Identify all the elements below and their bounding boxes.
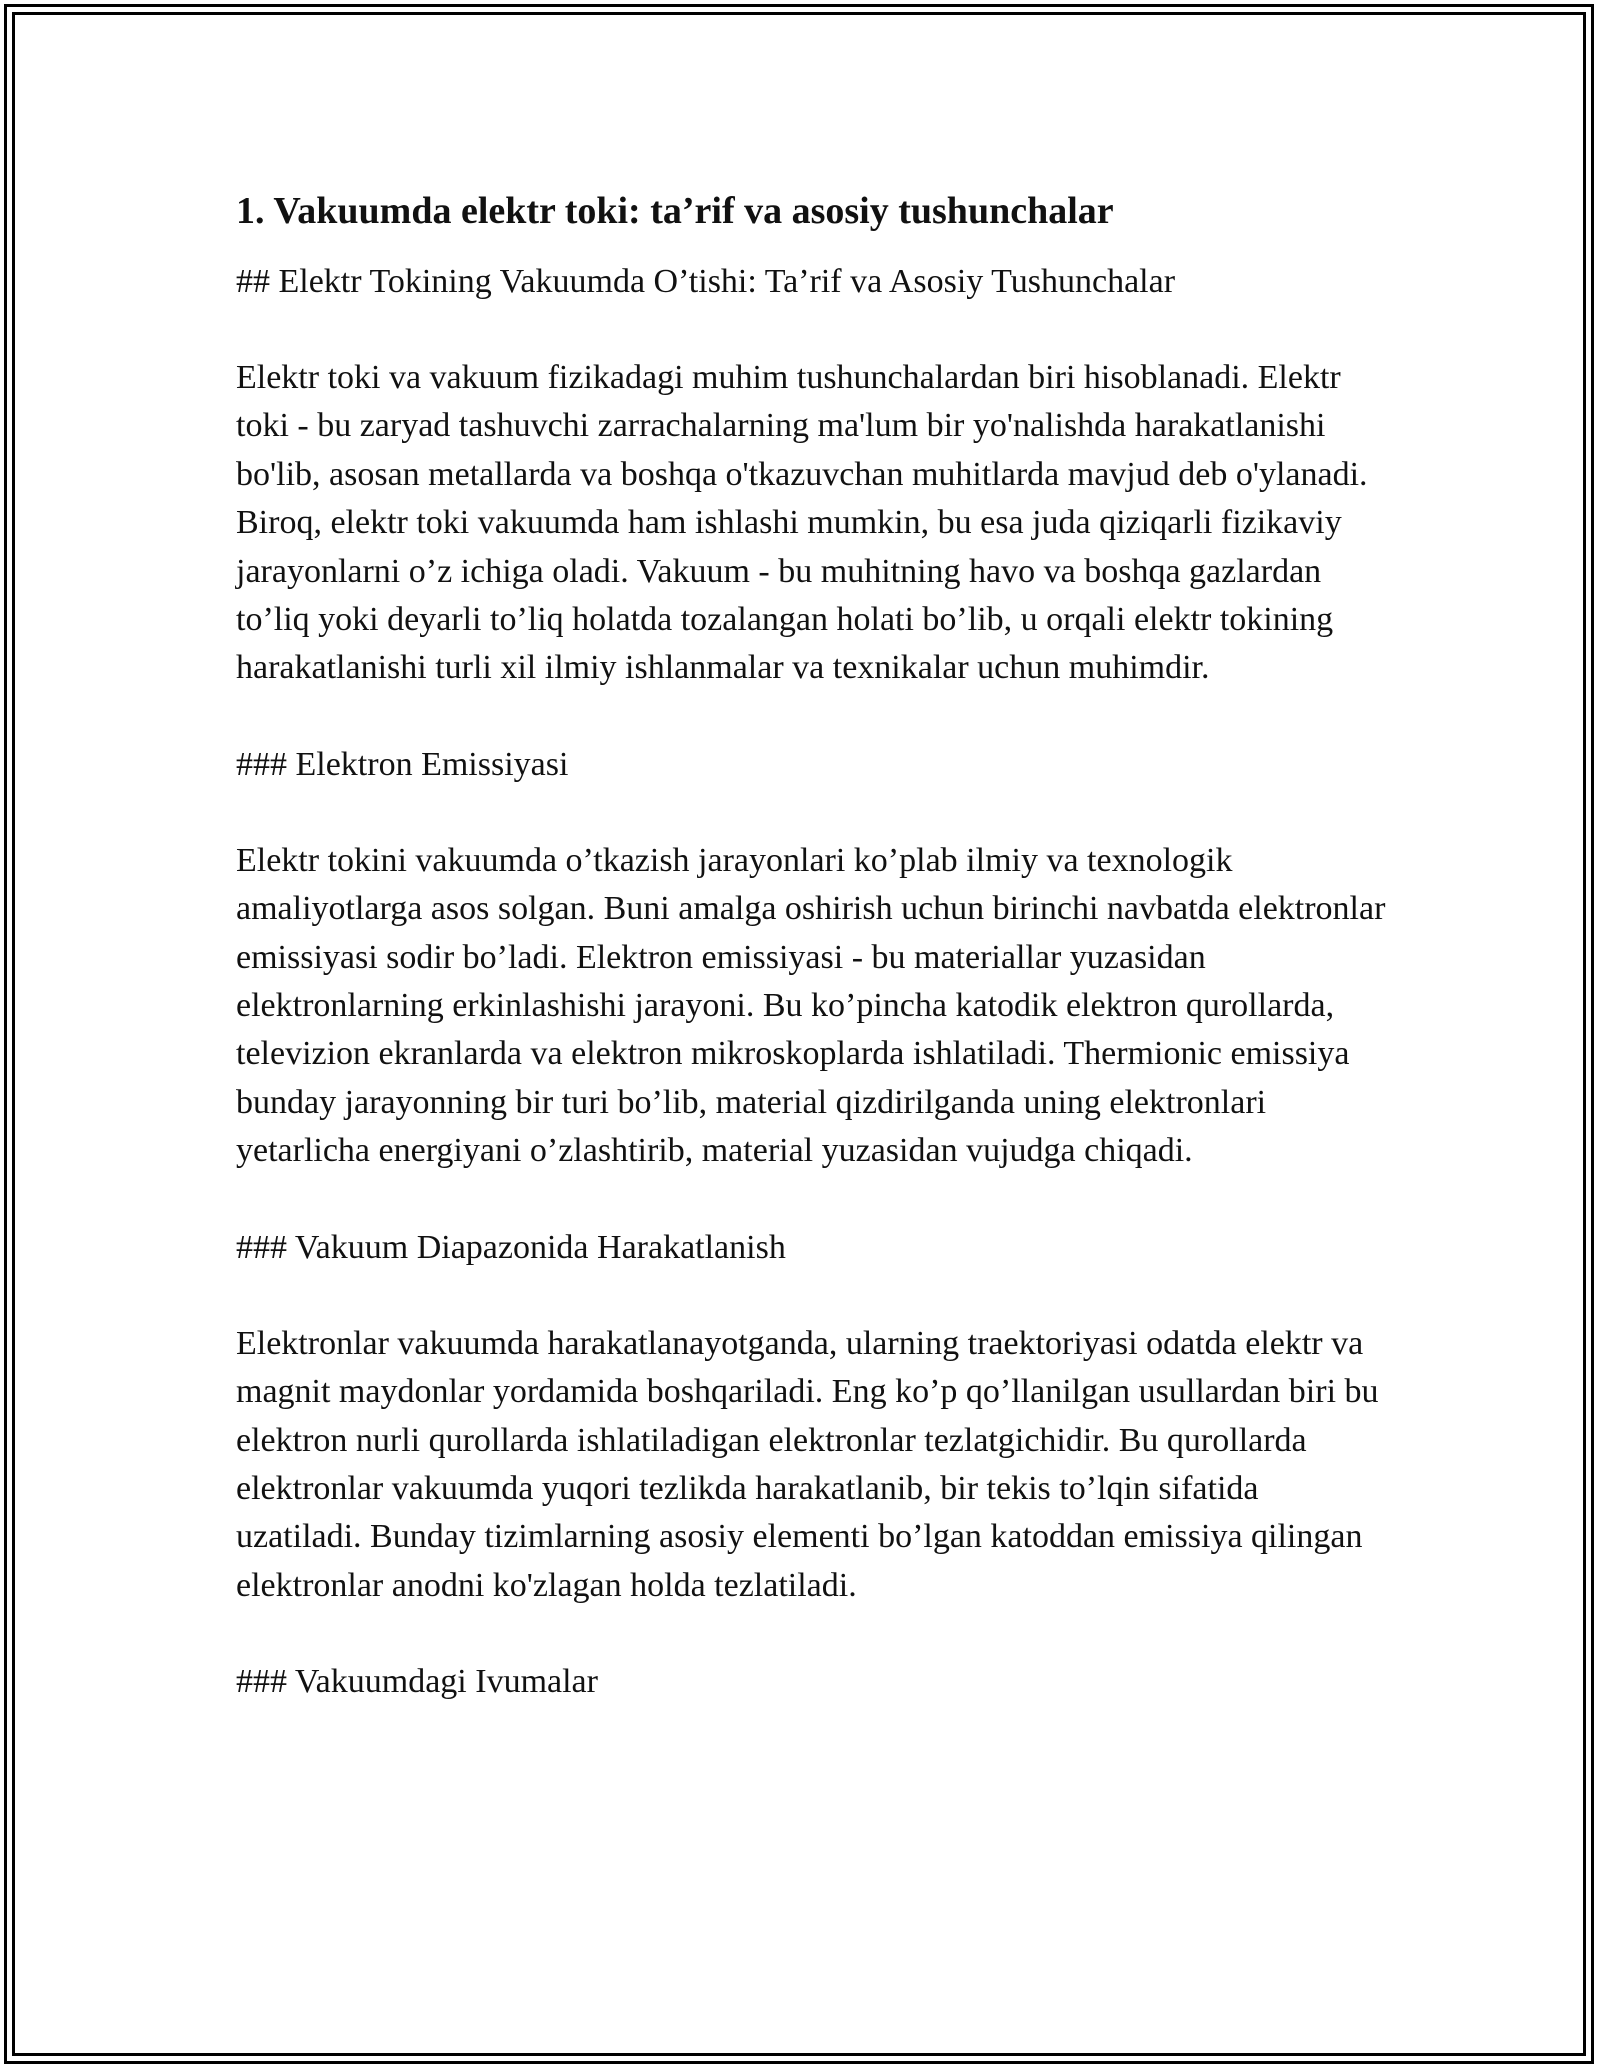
document-subheading: ## Elektr Tokining Vakuumda O’tishi: Ta’rif va Asosiy Tushunchalar (236, 263, 1176, 300)
section-heading-motion: ### Vakuum Diapazonida Harakatlanish (236, 1228, 786, 1266)
paragraph-motion: Elektronlar vakuumda harakatlanayotganda, ularning traektoriyasi odatda elektr va magnit maydonlar yordamida boshqariladi. Eng ko’p qo’llanilgan usullardan biri bu elektron nurli qurollarda ishlatiladigan elektronlar tezlatgichidir. Bu qurollarda elektronlar vakuumda yuqori tezlikda harakatlanib, bir tekis to’lqin sifatida uzatiladi. Bunday tizimlarning asosiy elementi bo’lgan katoddan emissiya qilingan elektronlar anodni ko'zlagan holda tezlatiladi. (236, 1324, 1379, 1604)
document-body (236, 186, 1386, 1706)
paragraph-intro: Elektr toki va vakuum fizikadagi muhim tushunchalardan biri hisoblanadi. Elektr toki - bu zaryad tashuvchi zarrachalarning ma'lum bir yo'nalishda harakatlanishi bo'lib, asosan metallarda va boshqa o'tkazuvchan muhitlarda mavjud deb o'ylanadi. Biroq, elektr toki vakuumda ham ishlashi mumkin, bu esa juda qiziqarli fizikaviy jarayonlarni o’z ichiga oladi. Vakuum - bu muhitning havo va boshqa gazlardan to’liq yoki deyarli to’liq holatda tozalangan holati bo’lib, u orqali elektr tokining harakatlanishi turli xil ilmiy ishlanmalar va texnikalar uchun muhimdir. (236, 359, 1368, 687)
section-heading-phenomena: ### Vakuumdagi Ivumalar (236, 1663, 598, 1701)
paragraph-emission: Elektr tokini vakuumda o’tkazish jarayonlari ko’plab ilmiy va texnologik amaliyotlarga asos solgan. Buni amalga oshirish uchun birinchi navbatda elektronlar emissiyasi sodir bo’ladi. Elektron emissiyasi - bu materiallar yuzasidan elektronlarning erkinlashishi jarayoni. Bu ko’pincha katodik elektron qurollarda, televizion ekranlarda va elektron mikroskoplarda ishlatiladi. Thermionic emissiya bunday jarayonning bir turi bo’lib, material qizdirilganda uning elektronlari yetarlicha energiyani o’zlashtirib, material yuzasidan vujudga chiqadi. (236, 841, 1386, 1170)
document-title: 1. Vakuumda elektr toki: ta’rif va asosiy tushunchalar (236, 190, 1114, 232)
section-heading-emission: ### Elektron Emissiyasi (236, 745, 569, 783)
